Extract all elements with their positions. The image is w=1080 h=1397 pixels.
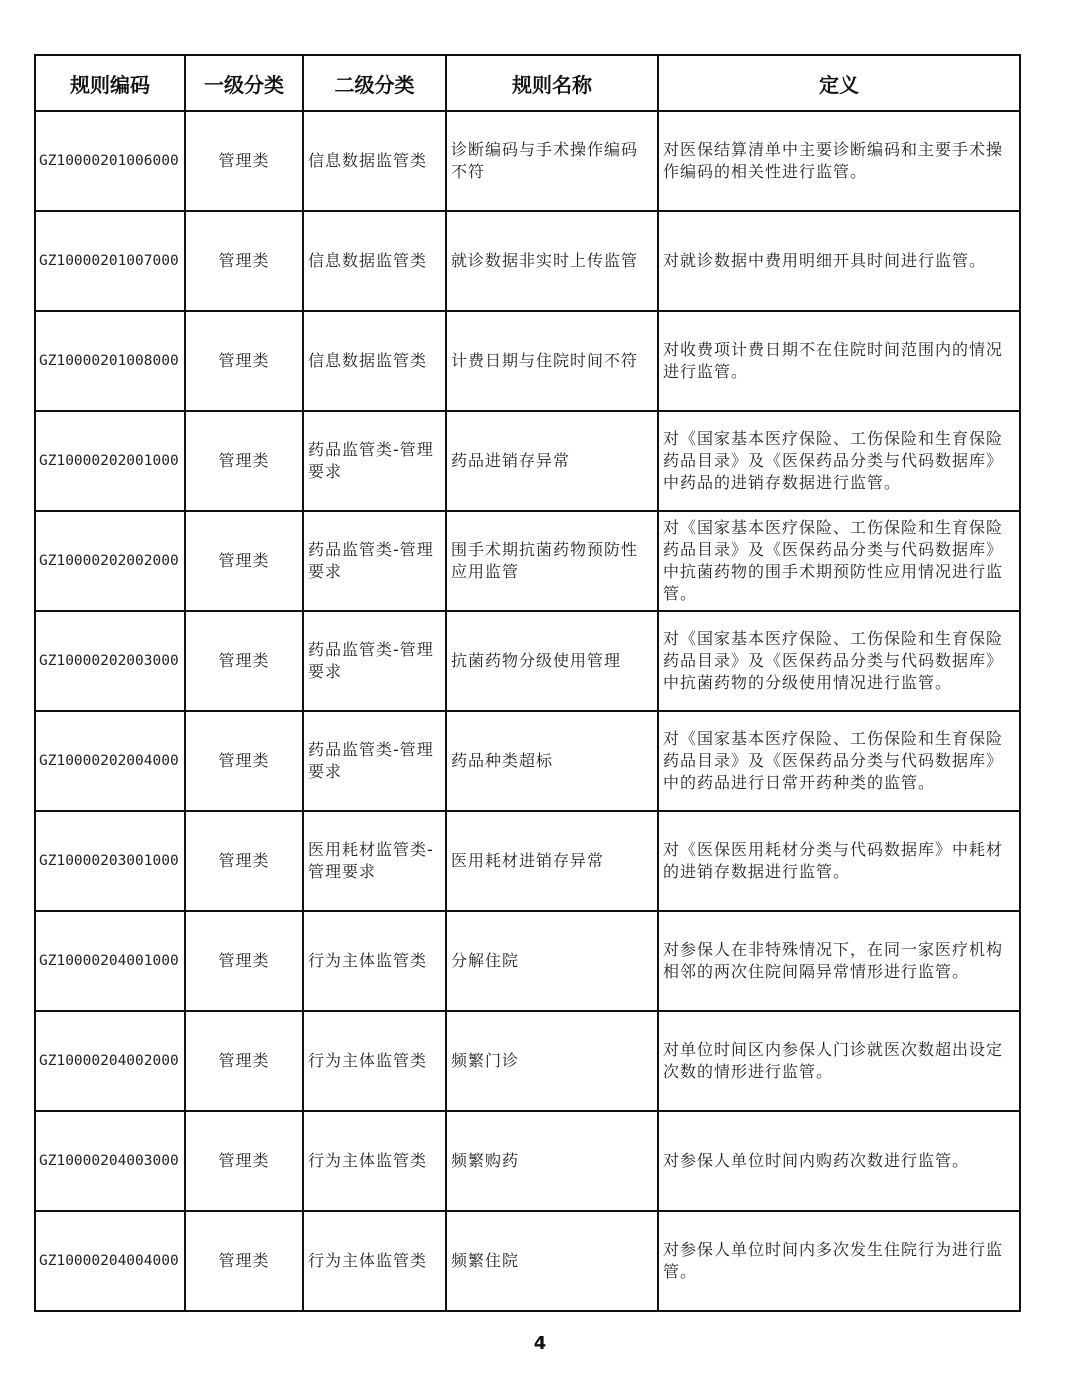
header-rule-name: 规则名称 [446, 55, 658, 111]
rule-name-cell: 诊断编码与手术操作编码不符 [446, 111, 658, 211]
level1-category-cell: 管理类 [185, 1111, 303, 1211]
rule-name-cell: 分解住院 [446, 911, 658, 1011]
level2-category-cell: 药品监管类-管理要求 [303, 611, 446, 711]
level1-category-cell: 管理类 [185, 711, 303, 811]
table-header-row [35, 55, 1020, 111]
definition-cell: 对单位时间区内参保人门诊就医次数超出设定次数的情形进行监管。 [658, 1011, 1020, 1111]
rule-code-cell: GZ10000204002000 [35, 1011, 185, 1111]
table-row [35, 111, 1020, 211]
rule-code-cell: GZ10000204003000 [35, 1111, 185, 1211]
level2-category-cell: 药品监管类-管理要求 [303, 411, 446, 511]
level1-category-cell: 管理类 [185, 511, 303, 611]
rule-name-cell: 频繁购药 [446, 1111, 658, 1211]
table-row [35, 211, 1020, 311]
table-row [35, 611, 1020, 711]
level2-category-cell: 行为主体监管类 [303, 911, 446, 1011]
header-definition: 定义 [658, 55, 1020, 111]
level2-category-cell: 药品监管类-管理要求 [303, 511, 446, 611]
level2-category-cell: 信息数据监管类 [303, 111, 446, 211]
definition-cell: 对参保人在非特殊情况下，在同一家医疗机构相邻的两次住院间隔异常情形进行监管。 [658, 911, 1020, 1011]
definition-cell: 对《国家基本医疗保险、工伤保险和生育保险药品目录》及《医保药品分类与代码数据库》中抗菌药物的围手术期预防性应用情况进行监管。 [658, 511, 1020, 611]
table-row [35, 511, 1020, 611]
level1-category-cell: 管理类 [185, 611, 303, 711]
definition-cell: 对参保人单位时间内多次发生住院行为进行监管。 [658, 1211, 1020, 1311]
rule-code-cell: GZ10000201006000 [35, 111, 185, 211]
table-row [35, 811, 1020, 911]
header-level2-category: 二级分类 [303, 55, 446, 111]
definition-cell: 对《国家基本医疗保险、工伤保险和生育保险药品目录》及《医保药品分类与代码数据库》中药品的进销存数据进行监管。 [658, 411, 1020, 511]
rule-name-cell: 频繁住院 [446, 1211, 658, 1311]
table-row [35, 1111, 1020, 1211]
definition-cell: 对《国家基本医疗保险、工伤保险和生育保险药品目录》及《医保药品分类与代码数据库》中抗菌药物的分级使用情况进行监管。 [658, 611, 1020, 711]
level2-category-cell: 药品监管类-管理要求 [303, 711, 446, 811]
rules-table [34, 54, 1021, 1312]
rule-code-cell: GZ10000202003000 [35, 611, 185, 711]
level1-category-cell: 管理类 [185, 311, 303, 411]
table-row [35, 311, 1020, 411]
rule-name-cell: 频繁门诊 [446, 1011, 658, 1111]
rule-code-cell: GZ10000202004000 [35, 711, 185, 811]
definition-cell: 对就诊数据中费用明细开具时间进行监管。 [658, 211, 1020, 311]
level1-category-cell: 管理类 [185, 111, 303, 211]
level1-category-cell: 管理类 [185, 811, 303, 911]
level1-category-cell: 管理类 [185, 411, 303, 511]
rule-name-cell: 药品进销存异常 [446, 411, 658, 511]
definition-cell: 对医保结算清单中主要诊断编码和主要手术操作编码的相关性进行监管。 [658, 111, 1020, 211]
rule-code-cell: GZ10000204004000 [35, 1211, 185, 1311]
level2-category-cell: 信息数据监管类 [303, 211, 446, 311]
rule-name-cell: 抗菌药物分级使用管理 [446, 611, 658, 711]
definition-cell: 对《国家基本医疗保险、工伤保险和生育保险药品目录》及《医保药品分类与代码数据库》中的药品进行日常开药种类的监管。 [658, 711, 1020, 811]
level1-category-cell: 管理类 [185, 911, 303, 1011]
level1-category-cell: 管理类 [185, 1211, 303, 1311]
table-row [35, 1011, 1020, 1111]
rule-code-cell: GZ10000201008000 [35, 311, 185, 411]
table-row [35, 1211, 1020, 1311]
level2-category-cell: 医用耗材监管类-管理要求 [303, 811, 446, 911]
table-row [35, 911, 1020, 1011]
definition-cell: 对参保人单位时间内购药次数进行监管。 [658, 1111, 1020, 1211]
rule-code-cell: GZ10000201007000 [35, 211, 185, 311]
rule-code-cell: GZ10000202001000 [35, 411, 185, 511]
rule-name-cell: 医用耗材进销存异常 [446, 811, 658, 911]
page-number: 4 [533, 1333, 547, 1354]
rule-name-cell: 计费日期与住院时间不符 [446, 311, 658, 411]
rule-name-cell: 药品种类超标 [446, 711, 658, 811]
definition-cell: 对《医保医用耗材分类与代码数据库》中耗材的进销存数据进行监管。 [658, 811, 1020, 911]
level2-category-cell: 信息数据监管类 [303, 311, 446, 411]
table-row [35, 711, 1020, 811]
level2-category-cell: 行为主体监管类 [303, 1111, 446, 1211]
rule-code-cell: GZ10000202002000 [35, 511, 185, 611]
level2-category-cell: 行为主体监管类 [303, 1011, 446, 1111]
table-row [35, 411, 1020, 511]
level2-category-cell: 行为主体监管类 [303, 1211, 446, 1311]
header-rule-code: 规则编码 [35, 55, 185, 111]
rule-code-cell: GZ10000204001000 [35, 911, 185, 1011]
level1-category-cell: 管理类 [185, 211, 303, 311]
rule-code-cell: GZ10000203001000 [35, 811, 185, 911]
header-level1-category: 一级分类 [185, 55, 303, 111]
definition-cell: 对收费项计费日期不在住院时间范围内的情况进行监管。 [658, 311, 1020, 411]
rule-name-cell: 围手术期抗菌药物预防性应用监管 [446, 511, 658, 611]
table-body [35, 111, 1020, 1311]
rule-name-cell: 就诊数据非实时上传监管 [446, 211, 658, 311]
level1-category-cell: 管理类 [185, 1011, 303, 1111]
